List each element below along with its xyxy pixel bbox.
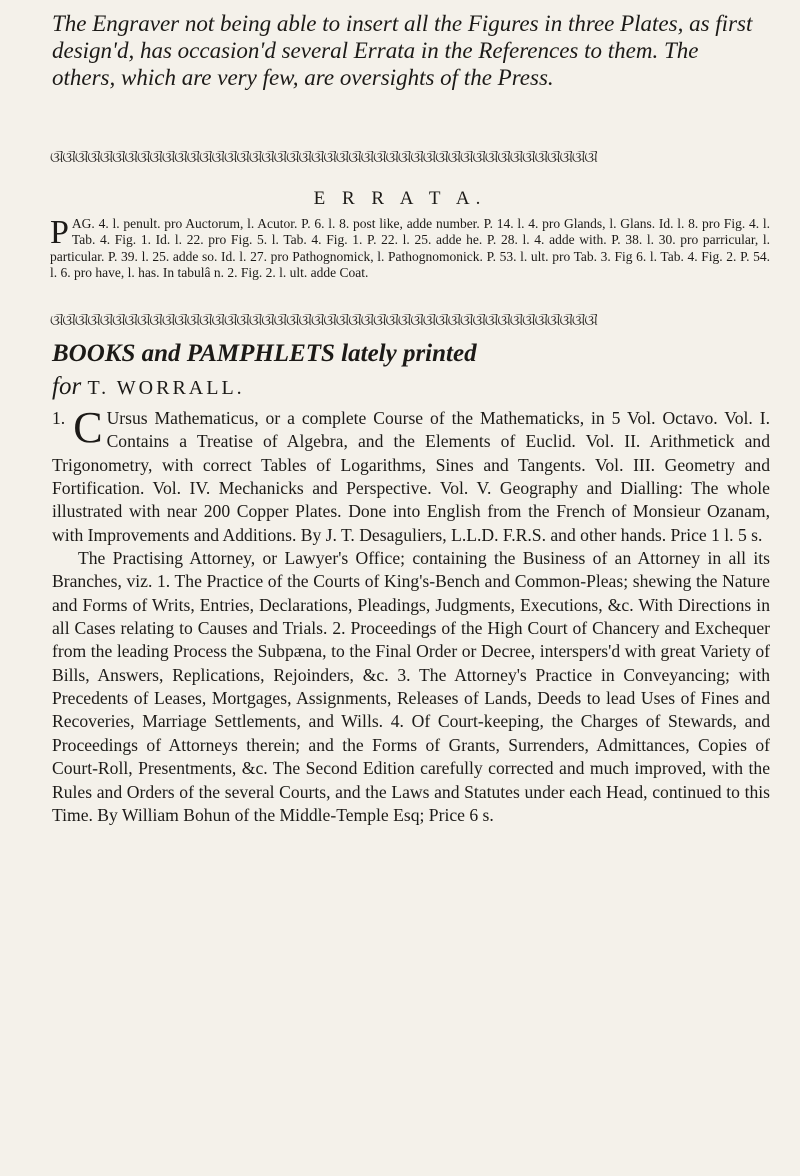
ornamental-rule-top: ଔଔଔଔଔଔଔଔଔଔଔଔଔଔଔଔଔଔଔଔଔଔଔଔଔଔଔଔଔଔଔଔଔଔଔଔଔଔଔଔଔଔଔଔ bbox=[50, 151, 597, 166]
entry-text: Ursus Mathematicus, or a complete Course of the Mathematicks, in 5 Vol. Octavo. Vol. I. Contains a Treatise of Algebra, and the Elements of Euclid. Vol. II. Arithmetick and Trigonometry, with correct Tables of Logarithms, Sines and Tangents. Vol. III. Geometry and Fortification. Vol. IV. Mechanicks and Perspective. Vol. V. Geography and Dialling: The whole illustrated with near 200 Copper Plates. Done into English from the French of Monsieur Ozanam, with Improvements and Additions. By J. T. Desaguliers, L.L.D. F.R.S. and other hands. Price 1 l. 5 s. bbox=[52, 408, 770, 545]
books-publisher-line bbox=[52, 372, 772, 403]
book-listing bbox=[52, 403, 770, 827]
errata-heading: E R R A T A. bbox=[313, 188, 487, 209]
ornamental-rule-middle: ଔଔଔଔଔଔଔଔଔଔଔଔଔଔଔଔଔଔଔଔଔଔଔଔଔଔଔଔଔଔଔଔଔଔଔଔଔଔଔଔଔଔଔଔ bbox=[50, 314, 597, 329]
errata-text bbox=[50, 216, 770, 281]
errata-drop-cap: P bbox=[50, 214, 69, 251]
publisher-name: T. WORRALL. bbox=[87, 377, 245, 399]
entry-number: 1. bbox=[52, 408, 66, 428]
engraver-notice: The Engraver not being able to insert all the Figures in three Plates, as first design'd, has occasion'd several Errata in the References to them. The others, which are very few, are oversights of the Press. bbox=[52, 11, 753, 90]
for-text: for bbox=[52, 373, 82, 400]
errata-entries: AG. 4. l. penult. pro Auctorum, l. Acutor. P. 6. l. 8. post like, adde number. P. 14. l. 4. pro Glands, l. Glans. Id. l. 8. pro Fig. 4. l. Tab. 4. Fig. 1. Id. l. 22. pro Fig. 5. l. Tab. 4. Fig. 1. P. 22. l. 25. adde he. P. 28. l. 4. adde with. P. 38. l. 30. pro parricular, l. particular. P. 39. l. 25. adde so. Id. l. 27. pro Pathognomick, l. Pathognomonick. P. 53. l. ult. pro Tab. 3. Fig 6. l. Tab. 4. Fig. 2. P. 54. l. 6. pro have, l. has. In tabulâ n. 2. Fig. 2. l. ult. adde Coat. bbox=[50, 216, 770, 280]
listing-drop-cap: C bbox=[73, 403, 103, 452]
listing-entry-1 bbox=[52, 403, 770, 547]
listing-entry-2 bbox=[52, 547, 770, 827]
entry-text-2: The Practising Attorney, or Lawyer's Office; containing the Business of an Attorney in all its Branches, viz. 1. The Practice of the Courts of King's-Bench and Common-Pleas; shewing the Nature and Forms of Writs, Entries, Declarations, Pleadings, Judgments, Executions, &c. With Directions in all Cases relating to Causes and Trials. 2. Proceedings of the High Court of Chancery and Exchequer from the leading Process the Subpæna, to the Final Order or Decree, interspers'd with great Variety of Bills, Answers, Replications, Rejoinders, &c. 3. The Attorney's Practice in Conveyancing; with Precedents of Leases, Mortgages, Assignments, Releases of Lands, Deeds to lead Uses of Fines and Recoveries, Marriage Settlements, and Wills. 4. Of Court-keeping, the Charges of Stewards, and Proceedings of Attorneys therein; and the Forms of Grants, Surrenders, Admittances, Copies of Court-Roll, Presentments, &c. The Second Edition carefully corrected and much improved, with the Rules and Orders of the several Courts, and the Laws and Statutes under each Head, continued to this Time. By William Bohun of the Middle-Temple Esq; Price 6 s. bbox=[52, 548, 770, 825]
books-heading: BOOKS and PAMPHLETS lately printed bbox=[52, 340, 477, 367]
